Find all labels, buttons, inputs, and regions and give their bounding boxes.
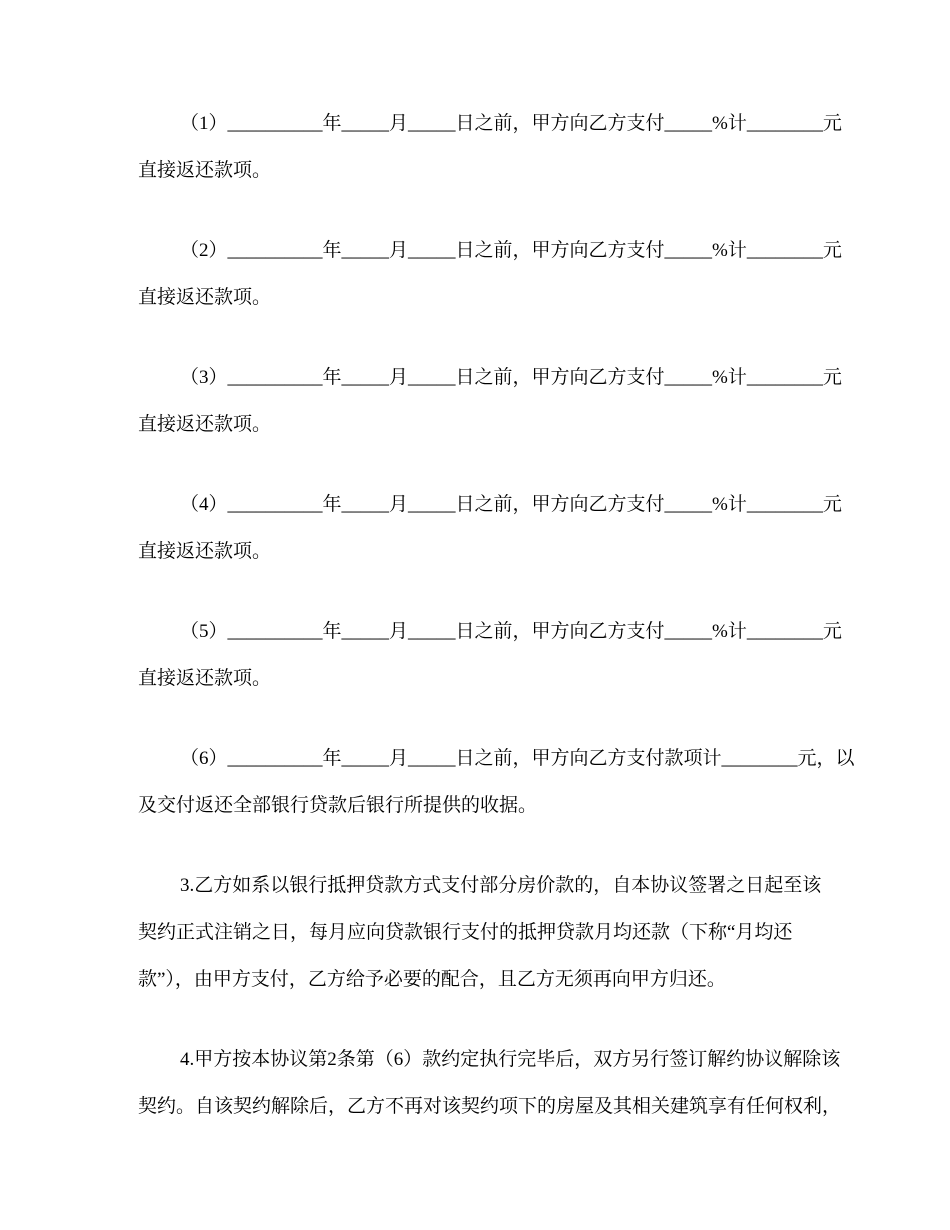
payment-clause-6 xyxy=(138,735,855,829)
text-line: （5）__________年_____月_____日之前，甲方向乙方支付_____%计________元 xyxy=(180,621,842,642)
text-line: （1）__________年_____月_____日之前，甲方向乙方支付_____%计________元 xyxy=(180,113,842,134)
text-line: （6）__________年_____月_____日之前，甲方向乙方支付款项计________元，以 xyxy=(180,748,855,769)
article-3 xyxy=(138,862,844,1003)
text-line: 契约正式注销之日，每月应向贷款银行支付的抵押贷款月均还款（下称“月均还 xyxy=(138,922,793,943)
text-line: （3）__________年_____月_____日之前，甲方向乙方支付_____%计________元 xyxy=(180,367,842,388)
payment-clause-4 xyxy=(138,481,844,575)
payment-clause-2 xyxy=(138,227,844,321)
text-line: 直接返还款项。 xyxy=(138,414,272,435)
text-line: 直接返还款项。 xyxy=(138,668,272,689)
text-line: （2）__________年_____月_____日之前，甲方向乙方支付_____%计________元 xyxy=(180,240,842,261)
text-line: 款”），由甲方支付，乙方给予必要的配合，且乙方无须再向甲方归还。 xyxy=(138,969,726,990)
payment-clause-5 xyxy=(138,608,844,702)
text-line: 直接返还款项。 xyxy=(138,541,272,562)
text-line: 4.甲方按本协议第2条第（6）款约定执行完毕后，双方另行签订解约协议解除该 xyxy=(180,1049,841,1070)
article-4 xyxy=(138,1036,844,1130)
text-line: 直接返还款项。 xyxy=(138,160,272,181)
text-line: （4）__________年_____月_____日之前，甲方向乙方支付_____%计________元 xyxy=(180,494,842,515)
text-line: 直接返还款项。 xyxy=(138,287,272,308)
payment-clause-1 xyxy=(138,100,844,194)
text-line: 及交付返还全部银行贷款后银行所提供的收据。 xyxy=(138,795,538,816)
text-line: 3.乙方如系以银行抵押贷款方式支付部分房价款的，自本协议签署之日起至该 xyxy=(180,875,822,896)
payment-clause-3 xyxy=(138,354,844,448)
text-line: 契约。自该契约解除后，乙方不再对该契约项下的房屋及其相关建筑享有任何权利， xyxy=(138,1096,842,1117)
